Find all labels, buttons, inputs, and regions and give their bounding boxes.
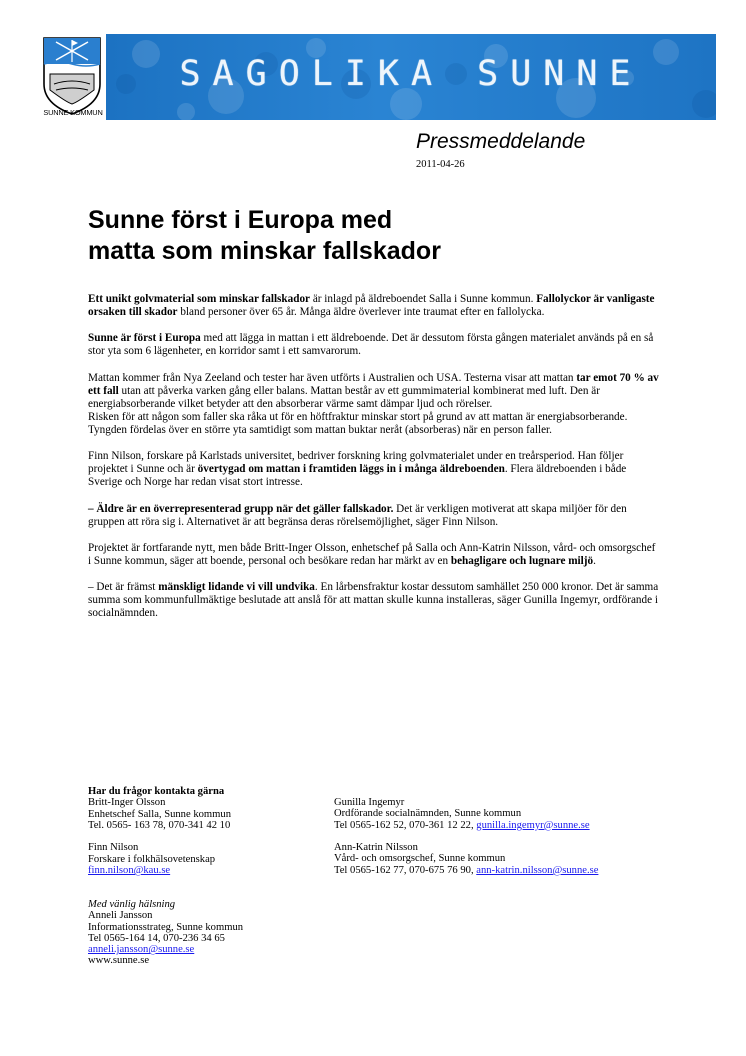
text: Risken för att någon som faller ska råka ut för en höftfraktur minskar stort på grund av att mattan är energiabsorberande. Tyngden fördelas över en större yta samtidigt som mattan buktar neråt (absorberas) när en person faller. — [88, 410, 628, 436]
text: utan att påverka varken gång eller balans. Mattan består av ett gummimaterial kombinerat med luft. Den är energiabsorberande vilket betyder att den absorberar värme samt dämpar ljud och rörelser. — [88, 384, 600, 410]
text: bland personer över 65 år. Många äldre överlever inte traumat efter en fallolycka. — [177, 306, 545, 319]
paragraph-3 — [88, 372, 660, 411]
contact-email-link[interactable]: finn.nilson@kau.se — [88, 865, 171, 877]
paragraph-4 — [88, 411, 660, 437]
contact-name: Britt-Inger Olsson — [88, 797, 166, 809]
contact-name: Gunilla Ingemyr — [334, 797, 405, 808]
document-type: Pressmeddelande — [416, 130, 586, 153]
contact-role: Forskare i folkhälsovetenskap — [88, 853, 216, 865]
contacts-heading: Har du frågor kontakta gärna — [88, 786, 225, 797]
paragraph-7 — [88, 542, 660, 568]
text: Projektet är fortfarande nytt, men både Britt-Inger Olsson, enhetschef på Salla och Ann-Katrin Nilsson, vård- och omsorgschef i Sunne kommun, säger att boende, personal och besökare redan har märkt av en — [88, 541, 656, 567]
signature-tel: Tel 0565-164 14, 070-236 34 65 — [88, 932, 225, 944]
emphasis: Fallolyckor är vanligaste orsaken till skador — [88, 293, 655, 319]
contact-name: Ann-Katrin Nilsson — [334, 842, 418, 854]
website-text: www.sunne.se — [88, 955, 150, 967]
paragraph-8 — [88, 581, 660, 620]
emphasis: – Äldre är en överrepresenterad grupp när det gäller fallskador. — [88, 502, 394, 515]
signature-email-link[interactable]: anneli.jansson@sunne.se — [88, 944, 195, 956]
contact-email-link[interactable]: gunilla.ingemyr@sunne.se — [476, 819, 590, 831]
emphasis: övertygad om mattan i framtiden läggs in i många äldreboenden — [197, 463, 505, 476]
contact-tel: Tel 0565-162 77, 070-675 76 90, — [334, 864, 477, 876]
text: Det är verkligen motiverat att skapa miljöer för den gruppen att röra sig i. Alternativet är att begränsa deras rörelsemöjlighet, säger Finn Nilson. — [88, 502, 627, 528]
emphasis: mänskligt lidande vi vill undvika — [158, 581, 315, 594]
contact-role: Enhetschef Salla, Sunne kommun — [88, 808, 231, 820]
banner-title: SAGOLIKA SUNNE — [179, 54, 643, 94]
contact-role: Vård- och omsorgschef, Sunne kommun — [334, 853, 506, 865]
contacts-section — [88, 786, 243, 967]
contact-role: Ordförande socialnämnden, Sunne kommun — [334, 808, 522, 820]
signature-greeting: Med vänlig hälsning — [88, 898, 176, 910]
contact-tel: Tel 0565-162 52, 070-361 12 22, — [334, 819, 477, 831]
title-line-1: Sunne först i Europa med — [88, 206, 393, 234]
contacts-column-2 — [334, 797, 598, 876]
signature-name: Anneli Jansson — [88, 910, 153, 922]
contact-email-link[interactable]: ann-katrin.nilsson@sunne.se — [476, 864, 599, 876]
paragraph-2 — [88, 332, 660, 358]
paragraph-6 — [88, 503, 660, 529]
municipality-name: SUNNE KOMMUN — [43, 108, 103, 117]
contact-name: Finn Nilson — [88, 842, 139, 854]
document-date: 2011-04-26 — [416, 159, 465, 170]
paragraph-1 — [88, 293, 660, 319]
article-body — [88, 293, 660, 633]
emphasis: tar emot 70 % av ett fall — [88, 371, 659, 397]
text: – Det är främst — [88, 581, 159, 594]
emphasis: Ett unikt golvmaterial som minskar fallskador — [88, 293, 311, 305]
title-line-2: matta som minskar fallskador — [88, 237, 441, 265]
text: med att lägga in mattan i ett äldreboende. Det är dessutom första gången materialet används på en så stor yta som 6 lägenheter, en korridor samt i ett samvarorum. — [88, 332, 654, 358]
text: . Flera äldreboenden i både Sverige och Norge har redan visat stort intresse. — [88, 463, 627, 489]
emphasis: Sunne är först i Europa — [88, 332, 201, 345]
page-title — [88, 205, 648, 267]
text: . — [593, 554, 596, 567]
text: Mattan kommer från Nya Zeeland och tester har även utförts i Australien och USA. Testerna visar att mattan — [88, 371, 577, 384]
text: . En lårbensfraktur kostar dessutom samhället 250 000 kronor. Det är samma summa som kommunfullmäktige beslutade att anslå för att mattan skulle kunna installeras, säger Gunilla Ingemyr, ordförande i socialnämnden. — [88, 581, 659, 620]
signature-role: Informationsstrateg, Sunne kommun — [88, 921, 244, 933]
contact-tel: Tel. 0565- 163 78, 070-341 42 10 — [88, 819, 231, 831]
emphasis: behagligare och lugnare miljö — [450, 554, 594, 567]
text: Finn Nilson, forskare på Karlstads universitet, bedriver forskning kring golvmaterialet under en treårsperiod. Han följer projektet i Sunne och är — [88, 450, 624, 476]
text: är inlagd på äldreboendet Salla i Sunne kommun. — [310, 293, 537, 305]
header-banner — [106, 34, 716, 120]
paragraph-5 — [88, 450, 660, 489]
